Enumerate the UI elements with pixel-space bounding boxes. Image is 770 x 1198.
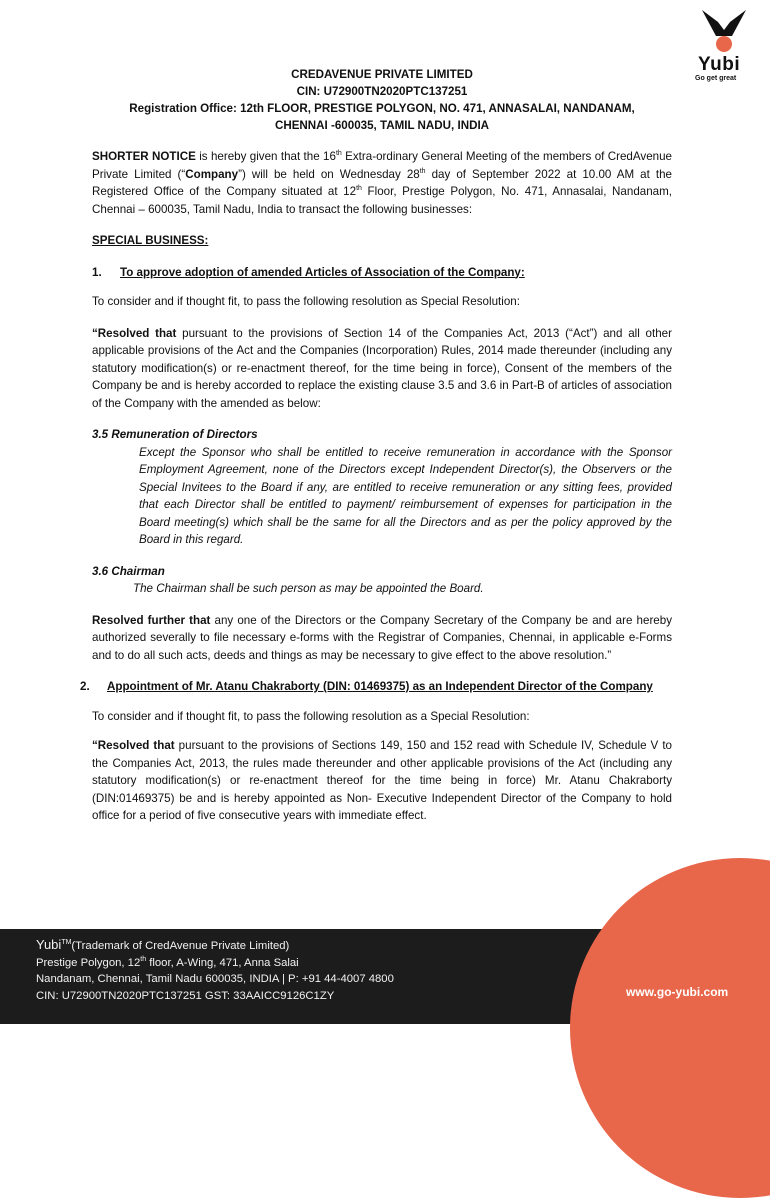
item2-heading: 2. Appointment of Mr. Atanu Chakraborty (DIN: 01469375) as an Independent Director of the Company	[80, 680, 653, 693]
decorative-orange-curve	[570, 858, 770, 1198]
item2-intro: To consider and if thought fit, to pass the following resolution as a Special Resolution:	[92, 709, 530, 723]
registered-office-line1: Registration Office: 12th FLOOR, PRESTIGE POLYGON, NO. 471, ANNASALAI, NANDANAM,	[129, 102, 635, 115]
registered-office-line2: CHENNAI -600035, TAMIL NADU, INDIA	[274, 119, 490, 132]
logo-tagline: Go get great	[695, 75, 737, 82]
footer-orange-curve	[570, 929, 770, 1024]
item2-resolution: “Resolved that pursuant to the provisions of Sections 149, 150 and 152 read with Schedule IV, Schedule V to the Companies Act, 2013, the rules made thereunder and other applicable provisions of the Act (including any statutory modification(s) or re-enactment thereof for the time being in force) Mr. Atanu Chakraborty (DIN:01469375) be and is hereby appointed as Non- Executive Independent Director of the Company to hold office for a period of five consecutive years with immediate effect.	[92, 739, 672, 822]
clause-3-5-title: 3.5 Remuneration of Directors	[92, 428, 258, 441]
clause-3-5-text: Except the Sponsor who shall be entitled to receive remuneration in accordance with the Sponsor Employment Agreement, none of the Directors except Independent Director(s), the Observers or the Special Invitees to the Board if any, are entitled to receive remuneration or any sitting fees, provided that each Director shall be entitled to payment/ reimbursement of expenses for participation in the Board meeting(s) which shall be the same for all the Directors and as per the policy approved by the Board in this regard.	[139, 445, 672, 546]
logo-wordmark: Yubi	[698, 54, 741, 75]
yubi-logo	[690, 6, 760, 84]
clause-3-6-text: The Chairman shall be such person as may be appointed the Board.	[133, 582, 484, 595]
footer-address	[36, 937, 394, 1004]
yubi-logo-icon	[698, 6, 750, 54]
item1-heading: 1. To approve adoption of amended Articles of Association of the Company:	[92, 265, 525, 279]
footer-line-brand: Yubi™(Trademark of CredAvenue Private Limited)	[36, 937, 290, 952]
company-name: CREDAVENUE PRIVATE LIMITED	[291, 68, 473, 81]
item1-resolved-further: Resolved further that any one of the Directors or the Company Secretary of the Company be and are hereby authorized severally to file necessary e-forms with the Registrar of Companies, Chennai, in applicable e-Forms and to do all such acts, deeds and things as may be necessary to give effect to the above resolution.”	[92, 613, 673, 662]
footer-line-address: Prestige Polygon, 12th floor, A-Wing, 471, Anna Salai	[36, 955, 299, 969]
page-footer	[0, 929, 770, 1024]
item1-resolution: “Resolved that pursuant to the provisions of Section 14 of the Companies Act, 2013 (“Act”) and all other applicable provisions of the Act and the Companies (Incorporation) Rules, 2014 made thereunder (including any statutory modification(s) or re-enactment thereof, for the time being in force), Consent of the members of the Company be and is hereby accorded to replace the existing clause 3.5 and 3.6 in Part-B of articles of association of the Company with the amended as below:	[92, 326, 672, 410]
item1-intro: To consider and if thought fit, to pass the following resolution as Special Resolution:	[92, 295, 520, 308]
footer-line-cin-gst: CIN: U72900TN2020PTC137251 GST: 33AAICC9126C1ZY	[36, 989, 335, 1002]
company-cin: CIN: U72900TN2020PTC137251	[296, 85, 468, 98]
company-header	[92, 66, 672, 134]
notice-document	[80, 66, 673, 825]
special-business-heading: SPECIAL BUSINESS:	[92, 234, 209, 247]
clause-3-6-title: 3.6 Chairman	[92, 564, 165, 578]
footer-line-city-phone: Nandanam, Chennai, Tamil Nadu 600035, INDIA | P: +91 44-4007 4800	[36, 973, 394, 985]
notice-paragraph: SHORTER NOTICE is hereby given that the 16th Extra-ordinary General Meeting of the members of CredAvenue Private Limited (“Company”) will be held on Wednesday 28th day of September 2022 at 10.00 AM at the Registered Office of the Company situated at 12th Floor, Prestige Polygon, No. 471, Annasalai, Nandanam, Chennai – 600035, Tamil Nadu, India to transact the following businesses:	[92, 150, 672, 216]
footer-website-link[interactable]: www.go-yubi.com	[626, 985, 729, 999]
